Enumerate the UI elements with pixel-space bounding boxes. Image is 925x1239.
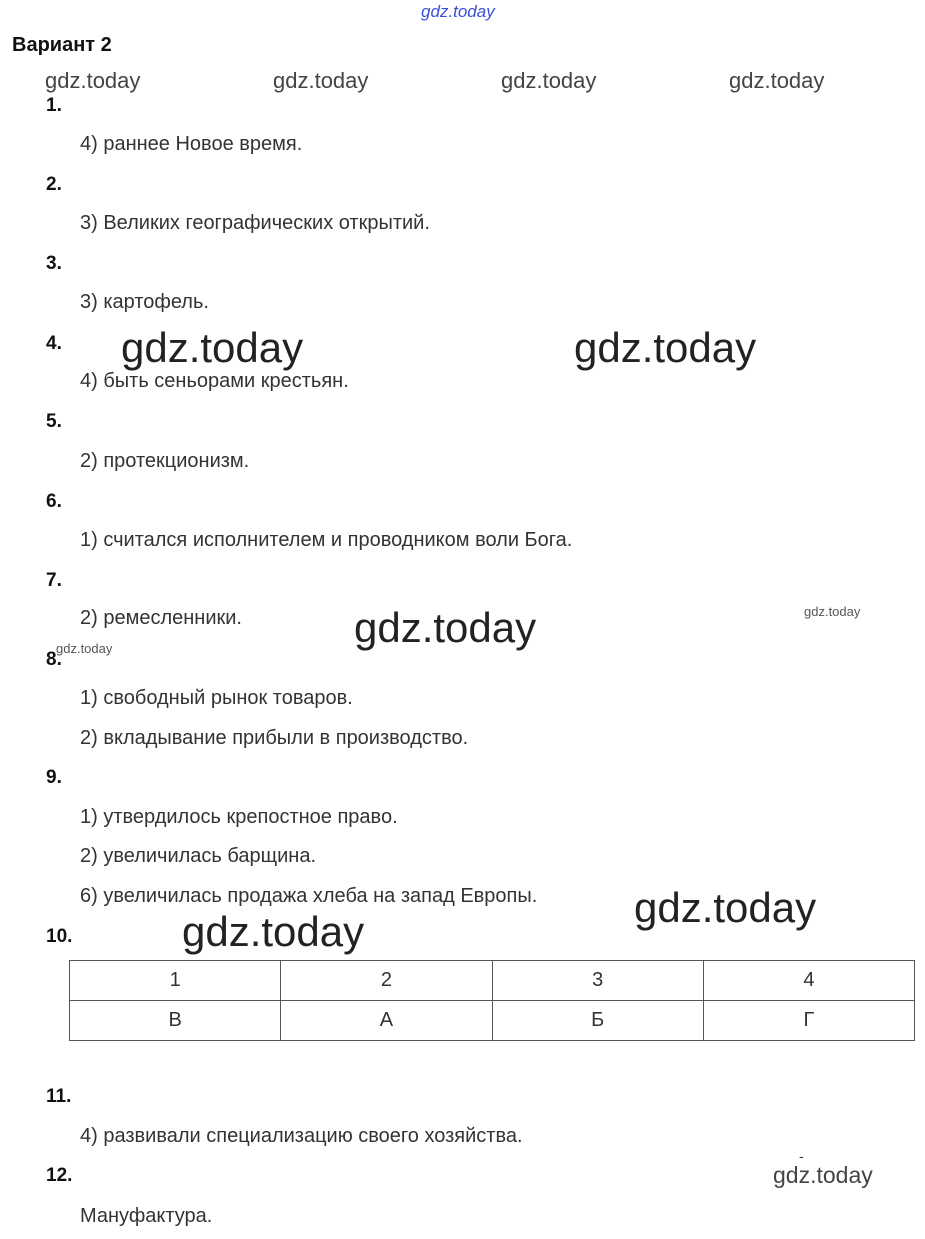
answer-table: [69, 960, 915, 1041]
answer-text: 2) ремесленники.: [80, 607, 242, 629]
answer-text: Мануфактура.: [80, 1205, 213, 1227]
table-cell: 2: [281, 961, 492, 1001]
question-number: 2.: [46, 174, 62, 195]
answer-text: 4) развивали специализацию своего хозяйства.: [80, 1125, 523, 1147]
answer-text: 1) утвердилось крепостное право.: [80, 806, 398, 828]
question-number: 8.: [46, 649, 62, 670]
table-header-row: [70, 961, 915, 1001]
question-number: 5.: [46, 411, 62, 432]
question-number: 1.: [46, 95, 62, 116]
question-number: 12.: [46, 1165, 73, 1186]
question-number: 4.: [46, 333, 62, 354]
watermark-big-5: gdz.today: [182, 908, 365, 955]
table-cell: Б: [492, 1001, 703, 1041]
table-cell: 4: [703, 961, 914, 1001]
watermark-row-2: gdz.today: [273, 68, 369, 93]
watermark-big-3: gdz.today: [354, 604, 537, 651]
watermark-big-2: gdz.today: [574, 324, 757, 371]
question-number: 7.: [46, 570, 62, 591]
answer-text: 1) свободный рынок товаров.: [80, 687, 353, 709]
watermark-row-3: gdz.today: [501, 68, 597, 93]
stray-mark: -: [799, 1148, 804, 1164]
question-number: 9.: [46, 767, 62, 788]
answer-text: 1) считался исполнителем и проводником воли Бога.: [80, 529, 573, 551]
watermark-big-1: gdz.today: [121, 324, 304, 371]
answer-text: 3) картофель.: [80, 291, 209, 313]
answer-text: 2) вкладывание прибыли в производство.: [80, 727, 469, 749]
question-number: 3.: [46, 253, 62, 274]
watermark-row-1: gdz.today: [45, 68, 141, 93]
answer-text: 4) раннее Новое время.: [80, 133, 303, 155]
answer-text: 6) увеличилась продажа хлеба на запад Европы.: [80, 885, 538, 907]
answer-text: 4) быть сеньорами крестьян.: [80, 370, 349, 392]
watermark-bottom: gdz.today: [773, 1162, 873, 1188]
watermark-row-4: gdz.today: [729, 68, 825, 93]
table-cell: А: [281, 1001, 492, 1041]
page-title: Вариант 2: [12, 34, 112, 56]
question-number: 11.: [46, 1086, 72, 1107]
watermark-top: gdz.today: [421, 2, 495, 21]
watermark-big-4: gdz.today: [634, 884, 817, 931]
watermark-small-2: gdz.today: [56, 641, 113, 656]
answer-text: 3) Великих географических открытий.: [80, 212, 430, 234]
question-number: 10.: [46, 926, 73, 947]
table-cell: Г: [703, 1001, 914, 1041]
question-number: 6.: [46, 491, 62, 512]
table-cell: 3: [492, 961, 703, 1001]
table-row: [70, 1001, 915, 1041]
answer-text: 2) протекционизм.: [80, 450, 250, 472]
table-cell: В: [70, 1001, 281, 1041]
answer-text: 2) увеличилась барщина.: [80, 845, 316, 867]
table-cell: 1: [70, 961, 281, 1001]
watermark-small-1: gdz.today: [804, 604, 861, 619]
